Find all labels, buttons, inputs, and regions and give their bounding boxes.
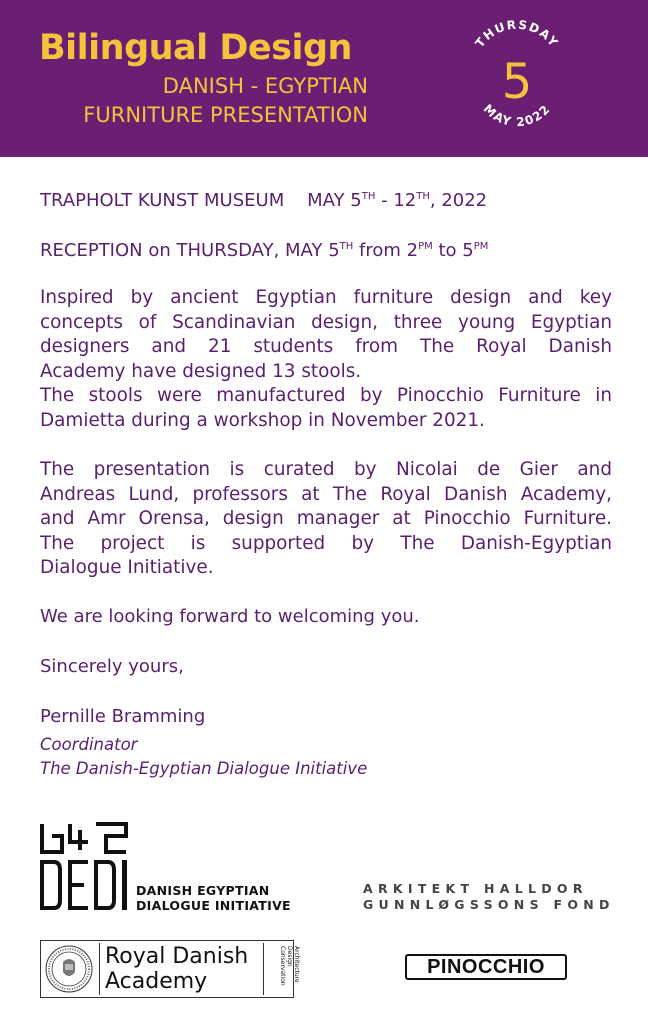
badge-day: 5 xyxy=(501,54,533,110)
para1-line: designers and 21 students from The Royal Danish xyxy=(40,336,612,358)
venue-sup-b: TH xyxy=(416,191,430,202)
crest-icon xyxy=(44,944,94,994)
reception-line xyxy=(40,240,488,261)
venue-dates-a: MAY 5 xyxy=(307,190,362,211)
para1-line: Inspired by ancient Egyptian furniture design and key xyxy=(40,287,612,308)
para2-line: The project is supported by The Danish-Egyptian xyxy=(40,532,612,554)
paragraph-curation xyxy=(40,458,612,581)
reception-sup-b: PM xyxy=(418,241,433,252)
venue-dates-b: - 12 xyxy=(375,190,417,211)
rda-line1: Royal Danish xyxy=(105,944,249,969)
reception-text-b: from 2 xyxy=(353,240,419,261)
signature-role: Coordinator xyxy=(40,735,138,754)
signature-name: Pernille Bramming xyxy=(40,706,206,727)
rda-side-text: Architecture Design Conservation xyxy=(279,946,300,986)
venue-dates-c: , 2022 xyxy=(429,190,488,211)
dedi-line1: DANISH EGYPTIAN xyxy=(136,883,270,898)
event-subtitle-line1: DANISH - EGYPTIAN xyxy=(162,74,368,98)
signature-org: The Danish-Egyptian Dialogue Initiative xyxy=(40,759,368,778)
reception-text-a: on THURSDAY, MAY 5 xyxy=(142,240,340,261)
paragraph-intro xyxy=(40,286,612,434)
halldor-line1: ARKITEKT HALLDOR xyxy=(363,881,588,896)
rda-line2: Academy xyxy=(105,969,208,994)
reception-text-c: to 5 xyxy=(432,240,474,261)
para1-line: Damietta during a workshop in November 2021. xyxy=(40,409,485,431)
para2-line: Andreas Lund, professors at The Royal Danish Academy, xyxy=(40,483,612,505)
svg-text:THURSDAY xyxy=(473,18,562,50)
signoff: Sincerely yours, xyxy=(40,656,184,677)
para2-line: and Amr Orensa, design manager at Pinocchio Furniture. xyxy=(40,508,612,530)
dedi-line2: DIALOGUE INITIATIVE xyxy=(136,898,291,913)
para1-line: The stools were manufactured by Pinocchio Furniture in xyxy=(40,385,612,407)
venue-line xyxy=(40,190,487,211)
para2-line: Dialogue Initiative. xyxy=(40,557,214,579)
para1-line: concepts of Scandinavian design, three young Egyptian xyxy=(40,311,612,333)
para1-line: Academy have designed 13 stools. xyxy=(40,360,362,382)
badge-month-year: MAY 2022 xyxy=(480,101,554,130)
event-title: Bilingual Design xyxy=(39,28,352,68)
dedi-logo-mark xyxy=(40,822,130,912)
date-badge xyxy=(463,18,571,134)
venue-name: TRAPHOLT KUNST MUSEUM xyxy=(40,190,285,211)
halldor-line2: GUNNLØGSSONS FOND xyxy=(363,897,615,912)
pinocchio-logo: PINOCCHIO xyxy=(405,954,567,980)
reception-sup-c: PM xyxy=(473,241,489,252)
closing-line: We are looking forward to welcoming you. xyxy=(40,606,420,627)
event-subtitle-line2: FURNITURE PRESENTATION xyxy=(83,103,368,127)
reception-sup-a: TH xyxy=(339,241,354,252)
royal-danish-academy-logo xyxy=(40,940,300,998)
reception-label: RECEPTION xyxy=(40,240,143,261)
para2-line: The presentation is curated by Nicolai de Gier and xyxy=(40,459,612,480)
badge-weekday: THURSDAY xyxy=(472,18,562,51)
venue-sup-a: TH xyxy=(361,191,376,202)
header-banner xyxy=(0,0,648,157)
